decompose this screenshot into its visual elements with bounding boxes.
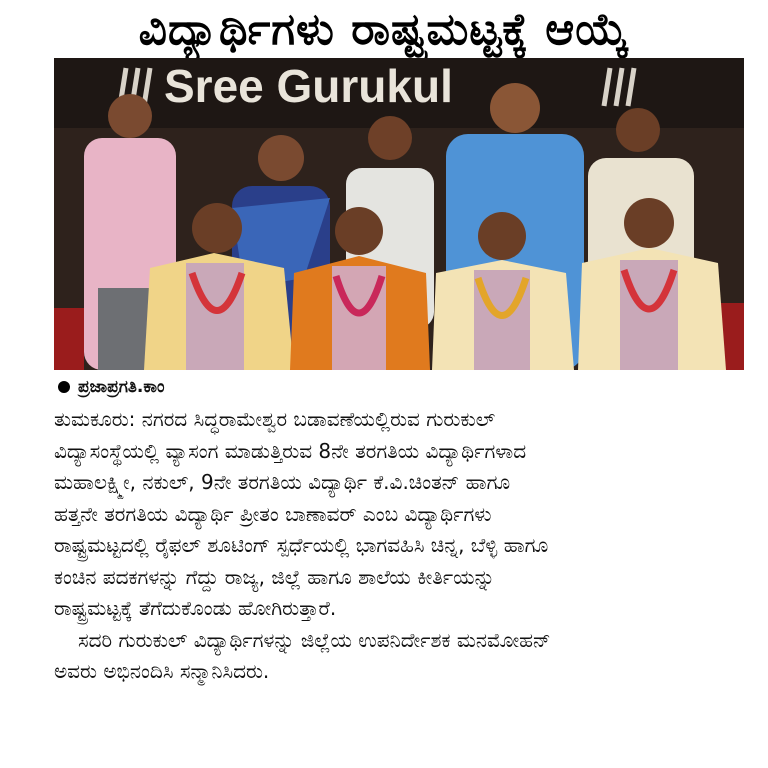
credit-text: ಪ್ರಜಾಪ್ರಗತಿ.ಕಾಂ <box>78 377 165 397</box>
photo-illustration <box>54 58 744 370</box>
article-line: ವಿದ್ಯಾಸಂಸ್ಥೆಯಲ್ಲಿ ವ್ಯಾಸಂಗ ಮಾಡುತ್ತಿರುವ 8ನೇ ತರಗತಿಯ ವಿದ್ಯಾರ್ಥಿಗಳಾದ <box>54 438 527 463</box>
headline: ವಿದ್ಯಾರ್ಥಿಗಳು ರಾಷ್ಟ್ರಮಟ್ಟಕ್ಕೆ ಆಯ್ಕೆ <box>138 3 630 55</box>
article-line: ರಾಷ್ಟ್ರಮಟ್ಟಕ್ಕೆ ತೆಗೆದುಕೊಂಡು ಹೋಗಿರುತ್ತಾರೆ. <box>54 596 337 620</box>
article-line: ಮಹಾಲಕ್ಷ್ಮೀ, ನಕುಲ್, 9ನೇ ತರಗತಿಯ ವಿದ್ಯಾರ್ಥಿ ಕೆ.ವಿ.ಚಿಂತನ್ ಹಾಗೂ <box>54 470 511 494</box>
news-photo <box>54 58 744 370</box>
article-body <box>54 404 754 688</box>
article-line: ಹತ್ತನೇ ತರಗತಿಯ ವಿದ್ಯಾರ್ಥಿ ಪ್ರೀತಂ ಬಾಣಾವರ್ ಎಂಬ ವಿದ್ಯಾರ್ಥಿಗಳು <box>54 501 492 526</box>
bullet-icon <box>58 381 70 393</box>
banner-text: Sree Gurukul <box>164 60 453 112</box>
article-line: ತುಮಕೂರು: ನಗರದ ಸಿದ್ಧರಾಮೇಶ್ವರ ಬಡಾವಣೆಯಲ್ಲಿರುವ ಗುರುಕುಲ್ <box>54 407 496 431</box>
article-line: ರಾಷ್ಟ್ರಮಟ್ಟದಲ್ಲಿ ರೈಫಲ್ ಶೂಟಿಂಗ್ ಸ್ಪರ್ಧೆಯಲ್ಲಿ ಭಾಗವಹಿಸಿ ಚಿನ್ನ, ಬೆಳ್ಳಿ ಹಾಗೂ <box>54 533 549 557</box>
photo-credit <box>58 376 165 398</box>
article-line: ಅವರು ಅಭಿನಂದಿಸಿ ಸನ್ಮಾನಿಸಿದರು. <box>54 659 270 683</box>
article-line: ಕಂಚಿನ ಪದಕಗಳನ್ನು ಗೆದ್ದು ರಾಜ್ಯ, ಜಿಲ್ಲೆ ಹಾಗೂ ಶಾಲೆಯ ಕೀರ್ತಿಯನ್ನು <box>54 564 495 589</box>
article-line: ಸದರಿ ಗುರುಕುಲ್ ವಿದ್ಯಾರ್ಥಿಗಳನ್ನು ಜಿಲ್ಲೆಯ ಉಪನಿರ್ದೇಶಕ ಮನಮೋಹನ್ <box>78 627 551 652</box>
